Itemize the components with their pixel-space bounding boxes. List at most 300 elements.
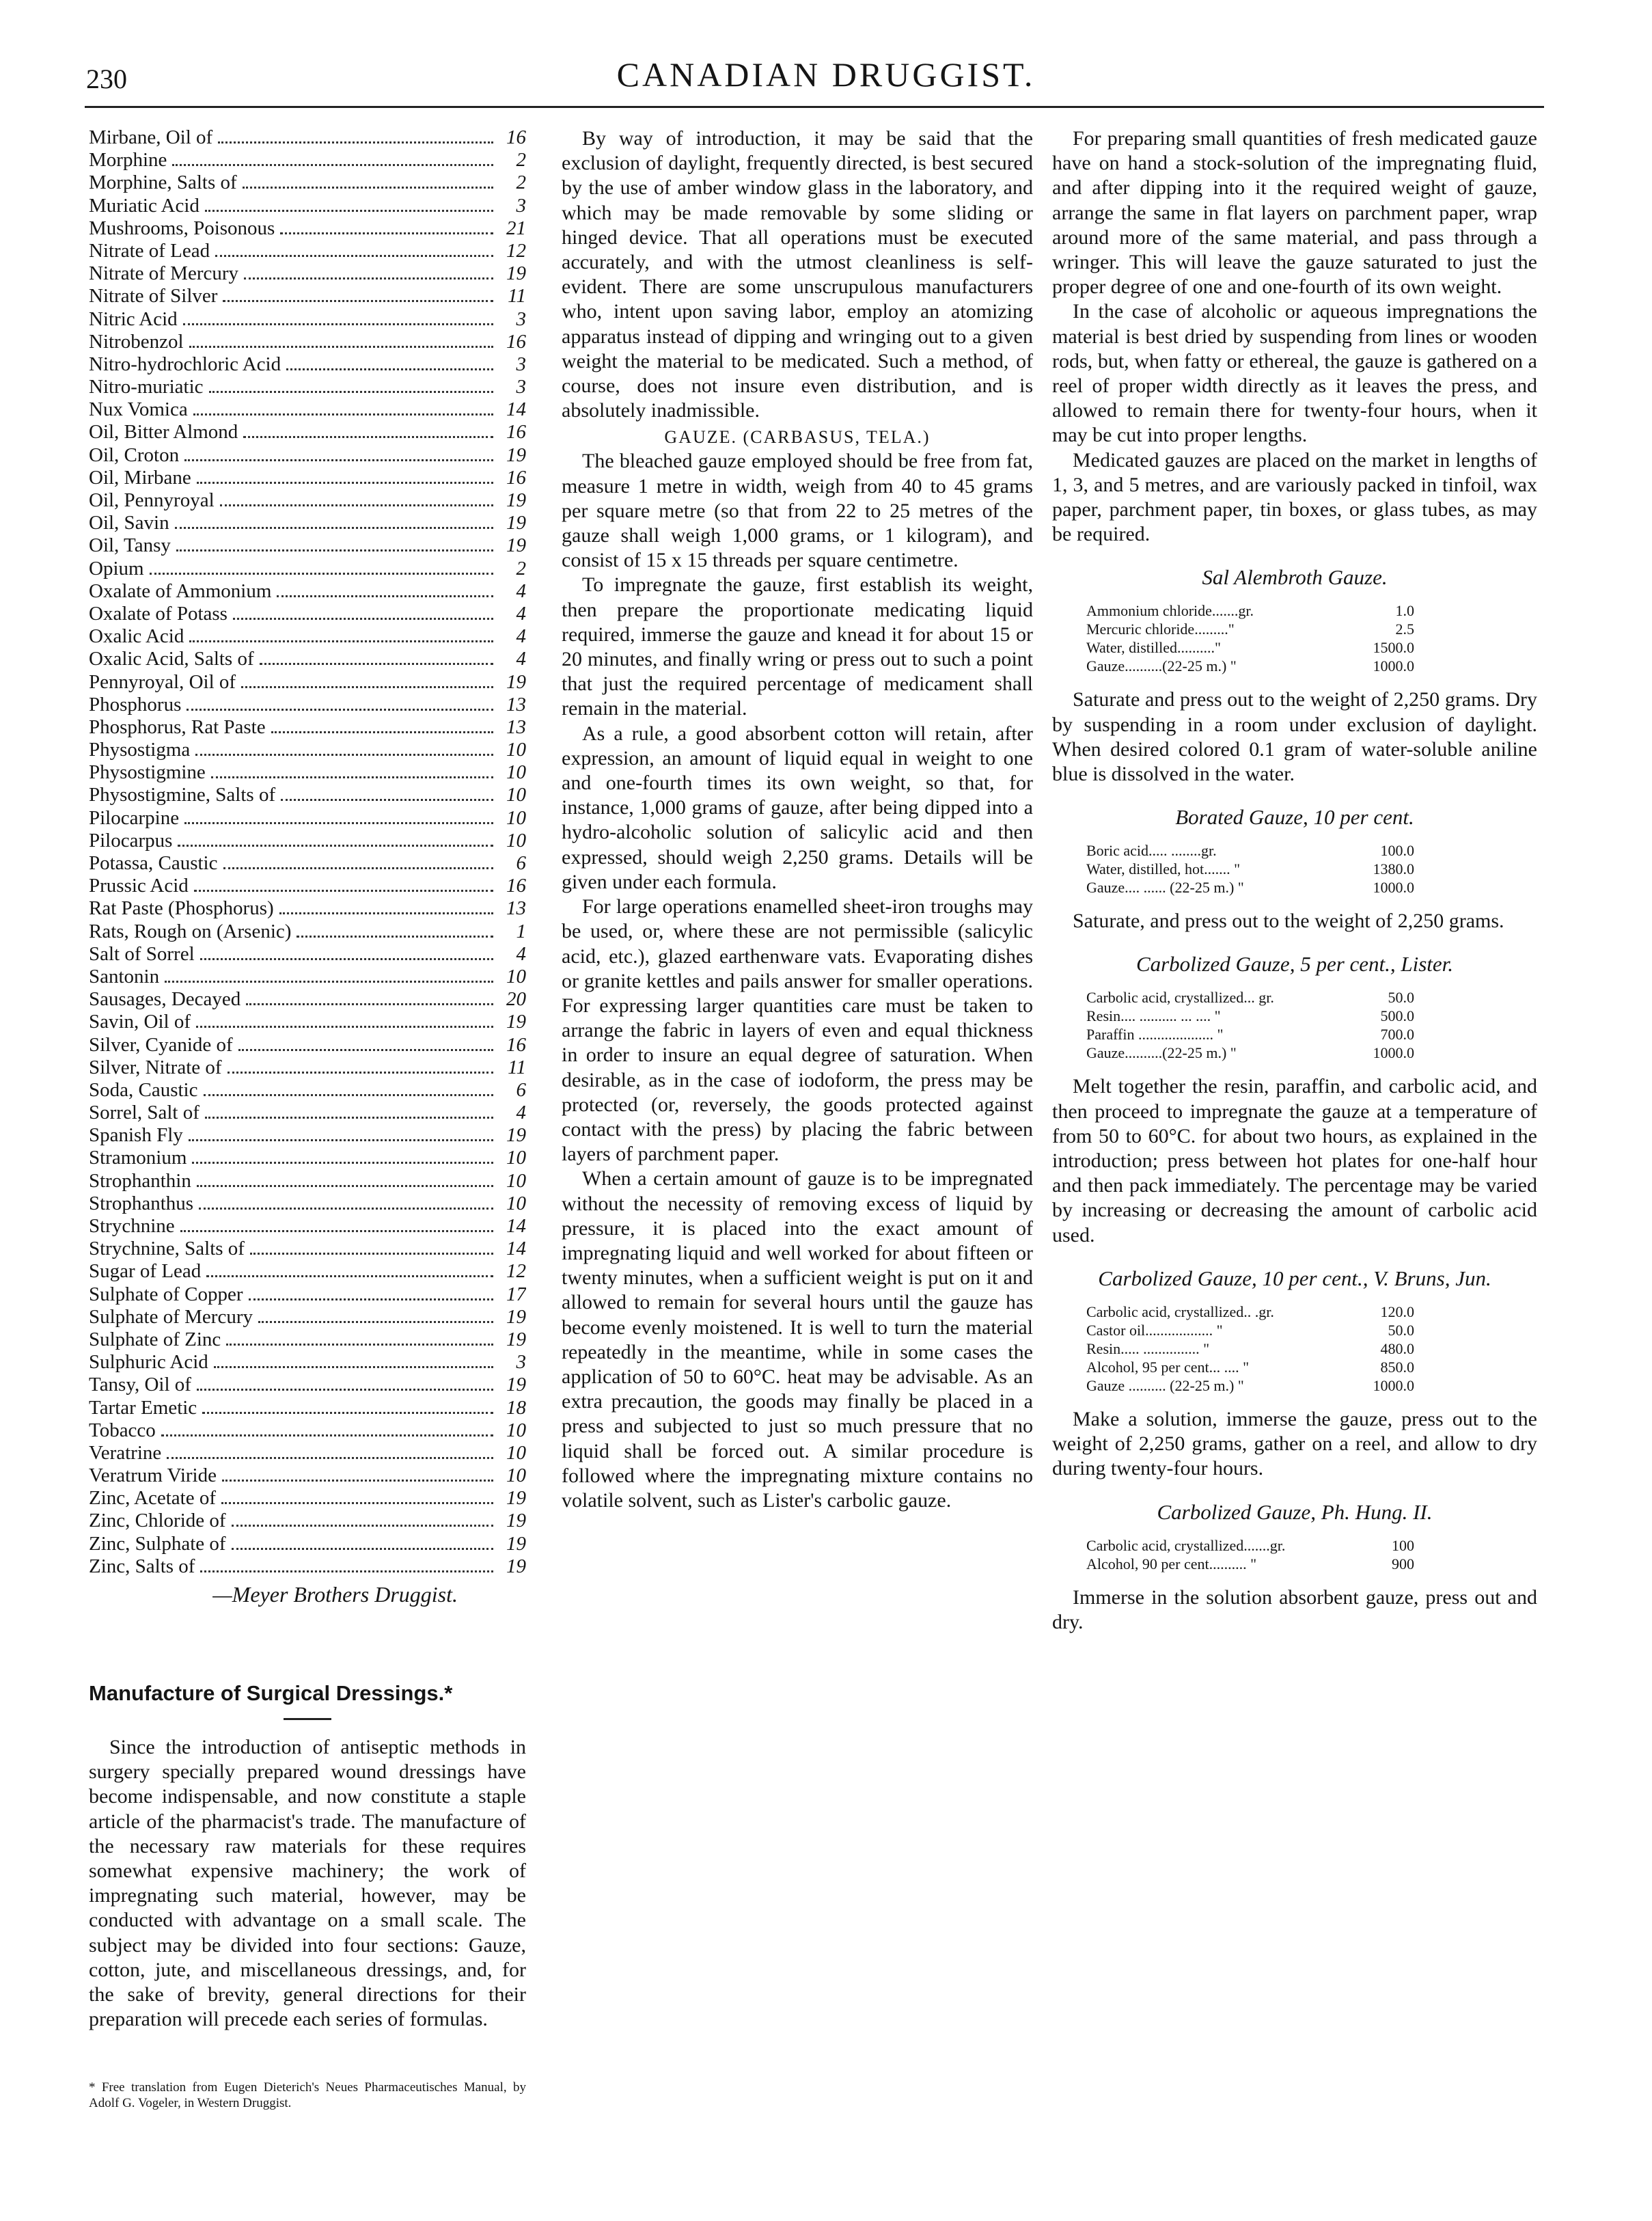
index-entry-name: Phosphorus (89, 693, 182, 716)
leader-dots (226, 1344, 493, 1346)
index-entry-page: 19 (506, 1011, 526, 1033)
index-entry-name: Oil, Bitter Almond (89, 421, 238, 444)
amount: 900 (1392, 1555, 1414, 1572)
index-entry-name: Sugar of Lead (89, 1260, 202, 1283)
index-entry-name: Strychnine (89, 1215, 175, 1237)
index-entry-name: Tansy, Oil of (89, 1374, 191, 1396)
leader-dots (243, 436, 493, 438)
ingredient: Resin..... ............... " (1086, 1339, 1210, 1357)
index-entry-page: 16 (506, 466, 526, 489)
index-entry-page: 21 (506, 217, 526, 239)
index-entry (89, 1079, 526, 1102)
formulas (1052, 564, 1537, 1634)
formula-row (1086, 841, 1414, 860)
index-entry-name: Zinc, Sulphate of (89, 1532, 226, 1555)
index-entry-page: 19 (506, 1510, 526, 1532)
formula-row (1086, 1025, 1414, 1044)
index-entry-name: Sulphate of Copper (89, 1283, 243, 1305)
index-entry-name: Opium (89, 557, 144, 580)
index-entry (89, 1533, 526, 1555)
ingredient: Ammonium chloride.......gr. (1086, 602, 1254, 620)
index-entry-name: Oxalic Acid (89, 625, 184, 648)
article-title: Manufacture of Surgical Dressings.* (89, 1681, 453, 1705)
formula-row (1086, 1376, 1414, 1395)
para-large: For large operations enamelled sheet-iron troughs may be used, or, where these are not permissible (salicylic acid, etc.), glazed earthenware vats. Evaporating dishes or granite kettles and pails answer for smaller operations. For expressing larger quantities care must be taken to arrange the fabric in layers of even and equal thickness in order to insure an equal degree of saturation. When desirable, as in the case of iodoform, the press may be protected (or, reversely, the goods protected against contact with the press) by placing the fabric between layers of parchment paper. (562, 895, 1033, 1166)
formula-row (1086, 1044, 1414, 1062)
formula-row (1086, 657, 1414, 675)
amount: 50.0 (1388, 989, 1414, 1007)
index-entry-page: 19 (506, 1328, 526, 1350)
leader-dots (232, 1548, 493, 1550)
leader-dots (223, 867, 494, 869)
para-bleached: The bleached gauze employed should be free from fat, measure 1 metre in width, weigh from 40 to 45 grams per square metre (so that from 22 to 25 metres of the gauze shall weigh 1,000 grams, or 1 kilogram), and consist of 15 x 15 threads per square centimetre. (562, 450, 1033, 572)
index-entry (89, 1283, 526, 1306)
leader-dots (281, 799, 493, 801)
index-entry-page: 12 (506, 239, 526, 262)
leader-dots (176, 549, 493, 551)
index-entry (89, 558, 526, 580)
amount: 1000.0 (1373, 1044, 1414, 1062)
index-entry-page: 12 (506, 1260, 526, 1283)
index-entry (89, 172, 526, 194)
amount: 1500.0 (1373, 639, 1414, 657)
index-entry-name: Sulphate of Mercury (89, 1305, 253, 1328)
leader-dots (258, 1321, 493, 1323)
index-entry-name: Mirbane, Oil of (89, 126, 213, 148)
index-entry-page: 19 (506, 1532, 526, 1555)
amount: 1000.0 (1373, 657, 1414, 675)
index-entry-page: 10 (506, 1464, 526, 1487)
index-entry-page: 2 (516, 557, 526, 580)
index-entry-page: 13 (506, 897, 526, 920)
formula-note: Make a solution, immerse the gauze, press out to the weight of 2,250 grams, gather on a reel, and allow to dry during twenty-four hours. (1052, 1407, 1537, 1480)
index-entry-page: 10 (506, 965, 526, 987)
index-entry-name: Santonin (89, 965, 160, 987)
index-entry-page: 18 (506, 1396, 526, 1419)
index-entry-name: Nitro-hydrochloric Acid (89, 353, 281, 375)
index-entry (89, 1102, 526, 1124)
leader-dots (228, 1072, 493, 1074)
leader-dots (189, 346, 493, 348)
ingredient: Gauze.... ...... (22-25 m.) " (1086, 879, 1244, 897)
index-entry-name: Veratrum Viride (89, 1464, 217, 1487)
index-entry (89, 331, 526, 353)
index-entry-page: 19 (506, 262, 526, 285)
index-entry-name: Spanish Fly (89, 1124, 183, 1147)
index-entry (89, 943, 526, 966)
column-3 (1052, 126, 1537, 1635)
leader-dots (196, 1026, 493, 1028)
index-entry-name: Strychnine, Salts of (89, 1238, 245, 1260)
index-entry (89, 694, 526, 716)
leader-dots (178, 845, 493, 847)
index-entry (89, 1193, 526, 1215)
index-entry-page: 10 (506, 784, 526, 806)
index-entry-name: Nitric Acid (89, 308, 178, 330)
ingredient: Alcohol, 95 per cent... .... " (1086, 1358, 1250, 1376)
index-entry-page: 4 (516, 942, 526, 965)
leader-dots (189, 640, 493, 642)
index-entry-name: Nitrate of Silver (89, 285, 218, 308)
ingredient: Gauze..........(22-25 m.) " (1086, 657, 1237, 675)
index-entry-page: 4 (516, 1102, 526, 1124)
index-entry-name: Strophanthus (89, 1192, 194, 1214)
leader-dots (244, 277, 493, 280)
index-entry-page: 19 (506, 534, 526, 557)
leader-dots (175, 527, 493, 529)
index-entry-name: Oxalate of Potass (89, 602, 228, 625)
leader-dots (241, 686, 493, 688)
header-rule (85, 106, 1544, 108)
leader-dots (249, 1298, 493, 1300)
index-entry (89, 807, 526, 830)
leader-dots (223, 300, 493, 302)
index-entry (89, 1124, 526, 1147)
index-entry-page: 10 (506, 1419, 526, 1441)
formula-table (1086, 988, 1414, 1062)
para-certain: When a certain amount of gauze is to be impregnated without the necessity of removing excess of liquid by pressure, it is placed into the exact amount of impregnating liquid and well worked for about fifteen or twenty minutes, when a sufficient weight is put on it and allowed to remain for several hours until the gauze has become evenly moistened. It is well to turn the material repeatedly in the meantime, while in some cases the application of 50 to 60°C. heat may be advisable. As an extra precaution, the goods may finally be placed in a press and subjected to just so much pressure that no liquid shall be forced out. A similar procedure is followed where the impregnating mixture contains no volatile solvent, such as Lister's carbolic gauze. (562, 1167, 1033, 1512)
index-entry (89, 1147, 526, 1169)
column-2 (562, 126, 1033, 1513)
index-entry-name: Nitrate of Lead (89, 239, 210, 262)
index-entry-page: 10 (506, 806, 526, 829)
formula-title: Carbolized Gauze, 5 per cent., Lister. (1135, 952, 1454, 977)
leader-dots (189, 1139, 493, 1141)
leader-dots (220, 504, 493, 506)
index-entry-page: 16 (506, 330, 526, 353)
index-entry (89, 149, 526, 172)
article-intro: Since the introduction of antiseptic methods in surgery specially prepared wound dressings have become indispensable, and now constitute a staple article of the pharmacist's trade. The manufacture of the necessary raw materials for these requires somewhat expensive machinery; the work of impregnating such material, however, may be conducted with advantage on a small scale. The subject may be divided into four sections: Gauze, cotton, jute, and miscellaneous dressings, and, for the sake of brevity, general directions for their preparation will precede each series of formulas. (89, 1736, 526, 2031)
para-impregnate: To impregnate the gauze, first establish its weight, then prepare the proportionate medicating liquid required, immerse the gauze and knead it for about 15 or 20 minutes, and finally wring or press out to such a point that just the required percentage of medicament shall remain in the material. (562, 573, 1033, 720)
amount: 1000.0 (1373, 1376, 1414, 1394)
ingredient: Resin.... .......... ... .... " (1086, 1007, 1221, 1025)
index-entry (89, 512, 526, 534)
index-entry-page: 13 (506, 716, 526, 738)
index-entry (89, 489, 526, 512)
leader-dots (297, 936, 493, 938)
index-entry-name: Prussic Acid (89, 875, 189, 897)
leader-dots (206, 1275, 493, 1277)
ingredient: Alcohol, 90 per cent.......... " (1086, 1555, 1257, 1572)
index-entry-name: Rat Paste (Phosphorus) (89, 897, 274, 920)
leader-dots (180, 1230, 493, 1232)
index-entry-name: Oil, Tansy (89, 534, 171, 557)
index-entry (89, 966, 526, 988)
index-entry-page: 10 (506, 1147, 526, 1169)
index-entry-name: Oil, Savin (89, 512, 169, 534)
index-entry-name: Salt of Sorrel (89, 942, 195, 965)
leader-dots (260, 663, 493, 665)
index-entry-name: Soda, Caustic (89, 1078, 198, 1101)
leader-dots (233, 618, 493, 620)
formula-row (1086, 1555, 1414, 1573)
amount: 1380.0 (1373, 860, 1414, 878)
leader-dots (202, 1412, 493, 1414)
index-entry-name: Sulphate of Zinc (89, 1328, 221, 1350)
formula-row (1086, 1536, 1414, 1555)
index-entry (89, 240, 526, 262)
index-entry-page: 6 (516, 852, 526, 874)
index-entry-name: Pilocarpine (89, 806, 180, 829)
index-entry-name: Rats, Rough on (Arsenic) (89, 920, 292, 942)
amount: 100 (1392, 1536, 1414, 1554)
index-entry (89, 1215, 526, 1238)
index-entry-name: Physostigma (89, 739, 191, 761)
index-entry-page: 4 (516, 625, 526, 648)
leader-dots (195, 754, 493, 756)
formula-note: Saturate, and press out to the weight of 2,250 grams. (1073, 910, 1504, 933)
index-entry-page: 4 (516, 602, 526, 625)
index-entry (89, 1328, 526, 1351)
formula-row (1086, 1321, 1414, 1339)
index-entry-name: Zinc, Chloride of (89, 1510, 226, 1532)
formula-title: Carbolized Gauze, Ph. Hung. II. (1157, 1499, 1433, 1524)
index-entry (89, 921, 526, 943)
index-entry-name: Physostigmine, Salts of (89, 784, 276, 806)
leader-dots (243, 187, 493, 189)
formula-row (1086, 620, 1414, 638)
leader-dots (277, 595, 493, 597)
formula-row (1086, 988, 1414, 1007)
index-entry-page: 19 (506, 1374, 526, 1396)
leader-dots (200, 1570, 493, 1572)
formula-table (1086, 841, 1414, 897)
ingredient: Gauze .......... (22-25 m.) " (1086, 1376, 1244, 1394)
ingredient: Mercuric chloride........." (1086, 621, 1235, 638)
index-entry-page: 4 (516, 580, 526, 602)
index-entry (89, 1306, 526, 1328)
index-entry (89, 534, 526, 557)
index-entry-name: Morphine, Salts of (89, 172, 237, 194)
leader-dots (286, 368, 493, 370)
index-entry-page: 3 (516, 194, 526, 217)
index-entry (89, 467, 526, 489)
leader-dots (194, 890, 493, 892)
leader-dots (200, 958, 493, 960)
index-entry-page: 1 (516, 920, 526, 942)
para-rule: As a rule, a good absorbent cotton will retain, after expression, an amount of liquid equal in weight to one and one-fourth times its own weight, so that, for instance, 1,000 grams of gauze, after being dipped into a hydro-alcoholic solution of salicylic acid and then expressed, should weigh 2,250 grams. Details will be given under each formula. (562, 722, 1033, 893)
index-entry (89, 1397, 526, 1419)
para-small: For preparing small quantities of fresh medicated gauze have on hand a stock-solution of the impregnating fluid, and after dipping into it the required weight of gauze, arrange the same in flat layers on parchment paper, wrap around more of the same material, and pass through a wringer. This will leave the gauze saturated to just the proper degree of one and one-fourth of its own weight. (1052, 127, 1537, 299)
index-entry (89, 1487, 526, 1510)
index-entry-name: Zinc, Salts of (89, 1555, 195, 1577)
index-entry (89, 625, 526, 648)
amount: 700.0 (1380, 1026, 1414, 1044)
formula-row (1086, 1339, 1414, 1358)
column-1 (89, 126, 526, 2111)
leader-dots (205, 210, 493, 212)
index-entry-page: 16 (506, 126, 526, 148)
leader-dots (197, 1389, 493, 1391)
index-entry (89, 1170, 526, 1193)
index-entry-name: Phosphorus, Rat Paste (89, 716, 266, 738)
index-entry (89, 1057, 526, 1079)
leader-dots (197, 1185, 493, 1187)
leader-dots (232, 1525, 493, 1527)
index-entry-page: 13 (506, 693, 526, 716)
leader-dots (222, 1480, 493, 1482)
leader-dots (218, 141, 493, 144)
index-entry-page: 16 (506, 875, 526, 897)
formula-table (1086, 601, 1414, 675)
ingredient: Gauze..........(22-25 m.) " (1086, 1044, 1237, 1062)
index-entry-name: Nitrobenzol (89, 330, 184, 353)
index-entry (89, 761, 526, 784)
index-entry-page: 3 (516, 376, 526, 398)
index-entry (89, 376, 526, 398)
index-entry-name: Nitrate of Mercury (89, 262, 239, 285)
page-number: 230 (86, 64, 127, 94)
leader-dots (165, 981, 493, 983)
formula-note: Immerse in the solution absorbent gauze, press out and dry. (1052, 1585, 1537, 1633)
index-entry-name: Muriatic Acid (89, 194, 199, 217)
amount: 2.5 (1395, 621, 1414, 638)
index-entry (89, 217, 526, 240)
index-entry-name: Veratrine (89, 1441, 162, 1464)
index-entry-page: 19 (506, 1487, 526, 1510)
index-entry-name: Nux Vomica (89, 398, 188, 421)
index-entry (89, 648, 526, 670)
index-entry-name: Potassa, Caustic (89, 852, 218, 874)
index-entry-page: 2 (516, 149, 526, 172)
leader-dots (209, 391, 493, 393)
formula-table (1086, 1303, 1414, 1395)
leader-dots (238, 1049, 493, 1051)
leader-dots (211, 776, 493, 778)
leader-dots (204, 1094, 494, 1096)
index-entry (89, 1419, 526, 1442)
index-entry-name: Tartar Emetic (89, 1396, 197, 1419)
leader-dots (215, 255, 493, 257)
index-entry-page: 3 (516, 353, 526, 375)
index-entry-page: 3 (516, 1351, 526, 1374)
index-entry-page: 10 (506, 1169, 526, 1192)
leader-dots (167, 1457, 493, 1459)
leader-dots (199, 1208, 493, 1210)
index-entry-page: 19 (506, 1555, 526, 1577)
index-entry-page: 19 (506, 512, 526, 534)
index-entry-page: 16 (506, 421, 526, 444)
index-entry (89, 852, 526, 875)
ingredient: Water, distilled, hot....... " (1086, 860, 1241, 878)
formula-title: Borated Gauze, 10 per cent. (1175, 805, 1414, 830)
index-entry (89, 444, 526, 467)
index-entry-name: Pilocarpus (89, 829, 173, 851)
index-entry (89, 1442, 526, 1464)
index-entry (89, 603, 526, 625)
index-entry (89, 1351, 526, 1374)
index-entry-page: 10 (506, 829, 526, 851)
index-entry (89, 716, 526, 739)
index-entry-page: 11 (508, 1056, 526, 1078)
index-entry-page: 10 (506, 761, 526, 784)
leader-dots (187, 709, 493, 711)
leader-dots (193, 413, 493, 415)
index-entry-page: 19 (506, 670, 526, 693)
amount: 100.0 (1380, 842, 1414, 860)
index-entry-name: Oil, Mirbane (89, 466, 191, 489)
index-entry-page: 3 (516, 308, 526, 330)
index-entry-name: Tobacco (89, 1419, 156, 1441)
index-entry (89, 1238, 526, 1260)
index-entry-name: Savin, Oil of (89, 1011, 191, 1033)
index-entry (89, 1260, 526, 1283)
index-entry-name: Morphine (89, 149, 167, 172)
index-entry-page: 20 (506, 988, 526, 1011)
leader-dots (279, 912, 493, 914)
index-entry (89, 1011, 526, 1033)
formula-row (1086, 860, 1414, 878)
index-entry-name: Strophanthin (89, 1169, 191, 1192)
index-entry-page: 10 (506, 739, 526, 761)
index-entry-name: Stramonium (89, 1147, 187, 1169)
index-entry (89, 1464, 526, 1487)
ingredient: Carbolic acid, crystallized.......gr. (1086, 1536, 1286, 1554)
index-entry (89, 1374, 526, 1396)
index-entry-page: 19 (506, 444, 526, 466)
formula-title: Sal Alembroth Gauze. (1202, 565, 1388, 590)
leader-dots (184, 822, 493, 824)
index-entry-page: 14 (506, 398, 526, 421)
index-entry-name: Mushrooms, Poisonous (89, 217, 275, 239)
title-rule (284, 1718, 331, 1720)
index-entry-name: Silver, Cyanide of (89, 1033, 233, 1056)
index-entry-page: 10 (506, 1192, 526, 1214)
ingredient: Castor oil.................. " (1086, 1321, 1223, 1339)
ingredient: Boric acid..... ........gr. (1086, 842, 1217, 860)
ingredient: Paraffin .................... " (1086, 1026, 1224, 1044)
footnote: * Free translation from Eugen Dieterich's Neues Pharmaceutisches Manual, by Adolf G. Vogeler, in Western Druggist. (89, 2080, 526, 2111)
index-entry (89, 875, 526, 897)
index-entry-page: 14 (506, 1215, 526, 1237)
index-entry (89, 1034, 526, 1057)
leader-dots (221, 1502, 493, 1504)
index-entry (89, 671, 526, 694)
index-entry (89, 421, 526, 444)
index-entry (89, 784, 526, 806)
para-medicated: Medicated gauzes are placed on the market in lengths of 1, 3, and 5 metres, and are variously packed in tinfoil, wax paper, parchment paper, tin boxes, or glass tubes, as may be required. (1052, 448, 1537, 546)
index-entry-page: 14 (506, 1238, 526, 1260)
leader-dots (280, 232, 493, 234)
leader-dots (197, 482, 493, 484)
gauze-heading: GAUZE. (CARBASUS, TELA.) (664, 427, 931, 448)
index-entry-page: 19 (506, 1124, 526, 1147)
index-entry-name: Silver, Nitrate of (89, 1056, 222, 1078)
leader-dots (150, 573, 493, 575)
leader-dots (184, 459, 493, 461)
index-entry-page: 11 (508, 285, 526, 308)
amount: 1000.0 (1373, 879, 1414, 897)
index-entry (89, 580, 526, 603)
formula-note: Saturate and press out to the weight of 2,250 grams. Dry by suspending in a room under exclusion of daylight. When desired colored 0.1 gram of water-soluble aniline blue is dissolved in the water. (1052, 688, 1537, 786)
index-entry (89, 830, 526, 852)
amount: 120.0 (1380, 1303, 1414, 1320)
formula-row (1086, 1358, 1414, 1376)
index-entry-name: Oil, Pennyroyal (89, 489, 215, 511)
ingredient: Carbolic acid, crystallized... gr. (1086, 989, 1274, 1007)
formula-row (1086, 1007, 1414, 1025)
formula-title: Carbolized Gauze, 10 per cent., V. Bruns, Jun. (1098, 1266, 1491, 1290)
index-entry-name: Sulphuric Acid (89, 1351, 208, 1374)
index-entry-page: 19 (506, 489, 526, 511)
index-entry (89, 1555, 526, 1578)
amount: 500.0 (1380, 1007, 1414, 1025)
formula-row (1086, 638, 1414, 657)
index-source: —Meyer Brothers Druggist. (212, 1582, 458, 1607)
index-entry-page: 10 (506, 1441, 526, 1464)
amount: 850.0 (1380, 1358, 1414, 1376)
leader-dots (183, 323, 493, 325)
